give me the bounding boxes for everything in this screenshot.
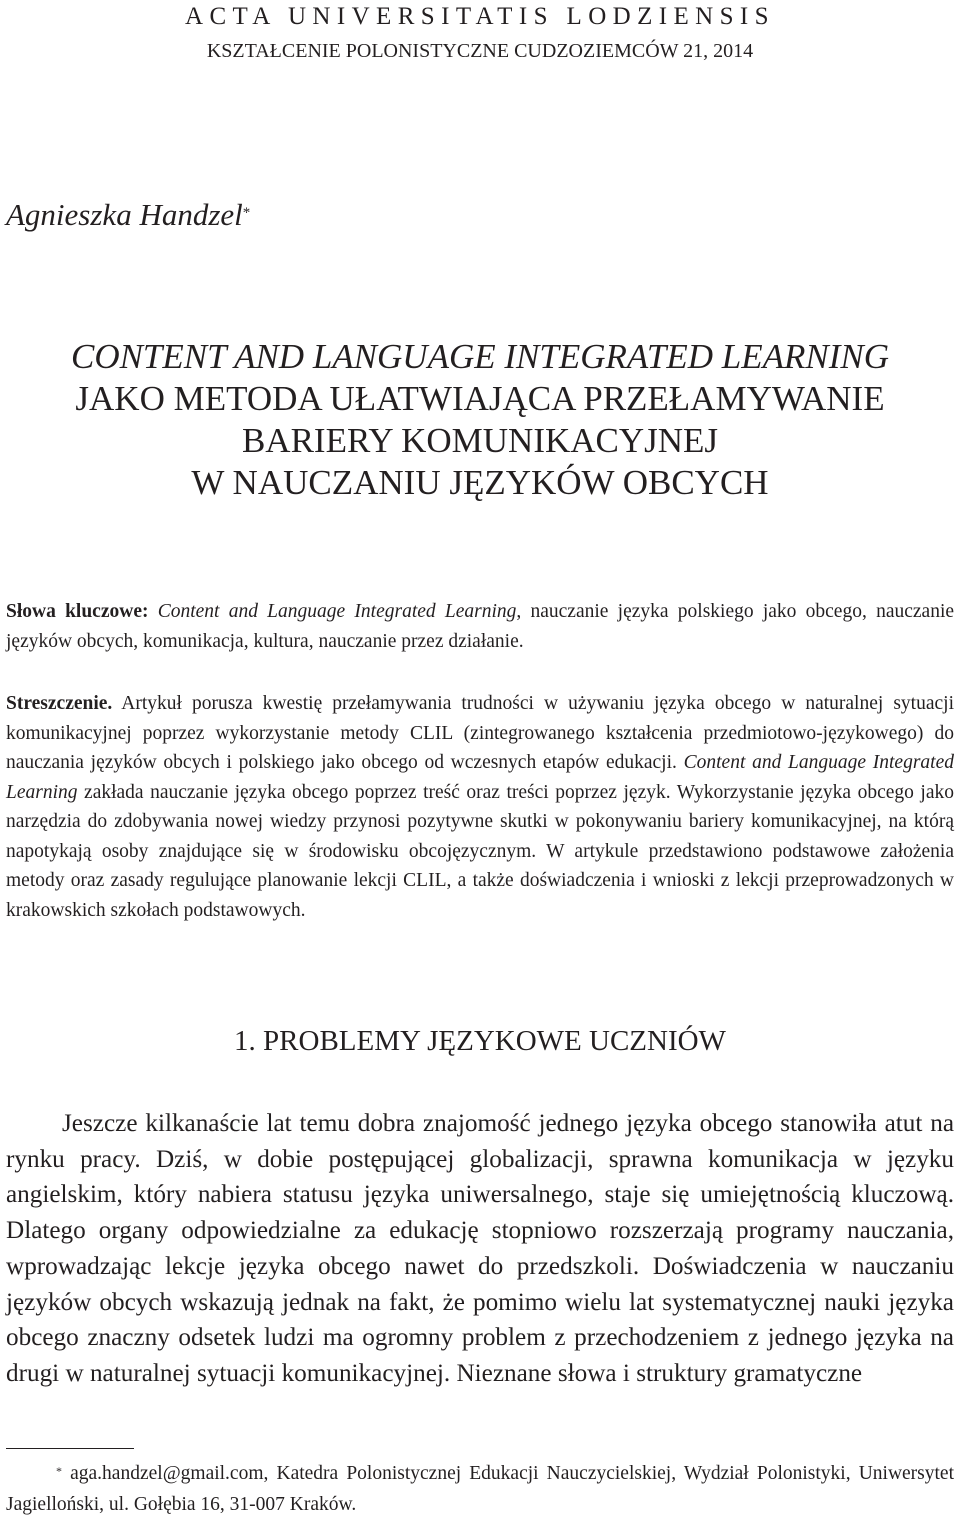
author-name: Agnieszka Handzel — [6, 197, 243, 232]
body-paragraph — [6, 1106, 954, 1392]
keywords-italic: Content and Language Integrated Learning — [157, 601, 517, 622]
title-line-4: W NAUCZANIU JĘZYKÓW OBCYCH — [191, 463, 769, 502]
abstract — [6, 689, 954, 925]
abstract-italic: Content and Language Integrated Learning — [6, 752, 954, 803]
keywords-label: Słowa kluczowe: — [6, 601, 149, 622]
article-title — [0, 336, 960, 504]
author-line — [6, 196, 250, 234]
section-heading: 1. PROBLEMY JĘZYKOWE UCZNIÓW — [234, 1025, 726, 1057]
footnote-text: aga.handzel@gmail.com, Katedra Polonistycznej Edukacji Nauczycielskiej, Wydział Polonistyki, Uniwersytet Jagielloński, ul. Gołębia 16, 31-007 Kraków. — [6, 1463, 955, 1515]
abstract-label: Streszczenie. — [6, 693, 113, 714]
title-line-3: BARIERY KOMUNIKACYJNEJ — [241, 421, 719, 460]
journal-name: ACTA UNIVERSITATIS LODZIENSIS — [185, 3, 775, 30]
title-line-2: JAKO METODA UŁATWIAJĄCA PRZEŁAMYWANIE — [75, 379, 885, 418]
footnote-mark: * — [56, 1464, 62, 1478]
abstract-part-1: Artykuł porusza kwestię przełamywania trudności w używaniu języka obcego w naturalnej sytuacji komunikacyjnej poprzez wykorzystanie metody CLIL (zintegrowanego kształcenia przedmiotowo-językowego) do nauczania języków obcych i polskiego jako obcego od wczesnych etapów edukacji. — [6, 693, 954, 773]
keywords-text: , nauczanie języka polskiego jako obcego, nauczanie języków obcych, komunikacja, kultura, nauczanie przez działanie. — [6, 601, 955, 652]
keywords — [6, 597, 954, 656]
title-line-1: CONTENT AND LANGUAGE INTEGRATED LEARNING — [70, 337, 890, 376]
abstract-part-2: zakłada nauczanie języka obcego poprzez treść oraz treści poprzez język. Wykorzystanie języka obcego jako narzędzia do zdobywania nowej wiedzy przynosi pozytywne skutki w pokonywaniu bariery komunikacyjnej, na którą napotykają osoby znajdujące się w środowisku obcojęzycznym. W artykule przedstawiono podstawowe założenia metody oraz zasady regulujące planowanie lekcji CLIL, a także doświadczenia i wnioski z lekcji przeprowadzonych w krakowskich szkołach podstawowych. — [6, 781, 954, 921]
journal-issue: KSZTAŁCENIE POLONISTYCZNE CUDZOZIEMCÓW 21, 2014 — [206, 40, 754, 62]
body-paragraph-text: Jeszcze kilkanaście lat temu dobra znajomość jednego języka obcego stanowiła atut na rynku pracy. Dziś, w dobie postępującej globalizacji, sprawna komunikacja w języku angielskim, który nabiera statusu języka uniwersalnego, staje się umiejętnością kluczową. Dlatego organy odpowiedzialne za edukację stopniowo rozszerzają programy nauczania, wprowadzając lekcje języka obcego nawet do przedszkoli. Doświadczenia w nauczaniu języków obcych wskazują jednak na fakt, że pomimo wielu lat systematycznej nauki języka obcego znaczny odsetek ludzi ma ogromny problem z przechodzeniem z jednego języka na drugi w naturalnej sytuacji komunikacyjnej. Nieznane słowa i struktury gramatyczne — [6, 1110, 954, 1387]
footnote-rule — [6, 1448, 134, 1449]
footnote — [6, 1458, 954, 1520]
author-footnote-mark: * — [242, 205, 251, 221]
